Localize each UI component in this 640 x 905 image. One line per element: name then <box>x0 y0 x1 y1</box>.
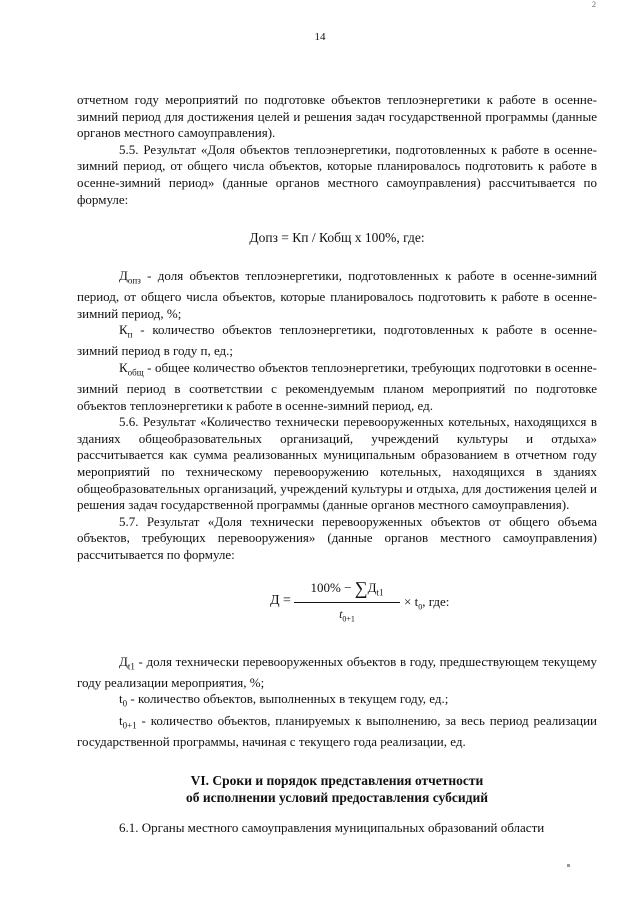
definition-text: - доля технически перевооруженных объектов в году, предшествующем текущему году реализации мероприятия, %; <box>77 653 597 690</box>
definition-dopz <box>77 268 597 322</box>
numerator-symbol: Д <box>367 579 377 595</box>
definition-symbol: t <box>119 691 123 707</box>
formula-denominator <box>294 606 400 628</box>
section-heading <box>77 772 597 806</box>
paragraph-6-1: 6.1. Органы местного самоуправления муниципальных образований области <box>119 820 545 836</box>
definition-text: - количество объектов, планируемых к выполнению, за весь период реализации государственной программы, начиная с текущего года реализации, ед. <box>77 712 597 749</box>
definition-text: - количество объектов теплоэнергетики, подготовленных к работе в осенне-зимний период в году п, ед.; <box>77 322 597 359</box>
definition-t0 <box>77 691 597 712</box>
definition-subscript: t1 <box>127 661 135 672</box>
formula-dopz: Допз = Кп / Кобщ х 100%, где: <box>249 230 425 246</box>
definition-kp <box>77 322 597 360</box>
definition-symbol: К <box>119 322 128 338</box>
definition-symbol: Д <box>119 267 128 283</box>
paragraph-1: отчетном году мероприятий по подготовке объектов теплоэнергетики к работе в осенне-зимний период для достижения целей и решения задач государственной программы (данные органов местного самоуправления). <box>77 92 597 141</box>
numerator-prefix: 100% − <box>310 579 355 595</box>
definition-subscript: 0+1 <box>122 720 137 731</box>
definition-dt1 <box>77 654 597 692</box>
fraction-bar <box>294 602 400 603</box>
formula-times: × t <box>404 593 419 609</box>
definition-subscript: опз <box>127 275 141 286</box>
definition-text: - доля объектов теплоэнергетики, подготовленных к работе в осенне-зимний период, от общего числа объектов, которые планировалось подготовить к работе в осенне-зимний период, %; <box>77 267 597 321</box>
definition-symbol: t <box>119 712 123 728</box>
denominator-subscript: 0+1 <box>342 614 355 624</box>
formula-rhs-subscript: 0 <box>418 602 423 612</box>
formula-fraction <box>294 577 400 628</box>
page-number: 14 <box>314 31 326 43</box>
definition-symbol: Д <box>119 653 128 669</box>
heading-line-2: об исполнении условий предоставления субсидий <box>185 790 488 806</box>
paragraph-5-7: 5.7. Результат «Доля технически перевооруженных объектов от общего объема объектов, требующих перевооружения» (данные органов местного самоуправления) рассчитывается по формуле: <box>77 513 597 563</box>
numerator-subscript: t1 <box>376 587 384 598</box>
definition-subscript: п <box>127 329 133 340</box>
denominator-symbol: t <box>339 606 343 621</box>
definition-symbol: К <box>119 359 128 375</box>
definition-kobshch <box>77 360 597 414</box>
formula-rhs <box>404 594 449 616</box>
sigma-symbol: ∑ <box>354 577 368 598</box>
corner-mark: 2 <box>592 0 596 9</box>
definition-subscript: общ <box>127 367 144 378</box>
body-text <box>77 92 597 837</box>
definition-text: - общее количество объектов теплоэнергетики, требующих подготовки в осенне-зимний период в соответствии с рекомендуемым планом мероприятий по подготовке объектов теплоэнергетики к работе в осенне-зимний период, ед. <box>77 359 597 413</box>
paragraph-5-6: 5.6. Результат «Количество технически перевооруженных котельных, находящихся в зданиях общеобразовательных организаций, учреждений культуры и отдыха» рассчитывается как сумма реализованных муниципальным образованием в отчетном году мероприятий по техническому перевооружению котельных, находящихся в зданиях общеобразовательных организаций, учреждений культуры и отдыха, для достижения целей и решения задач государственной программы (данные органов местного самоуправления). <box>77 414 597 513</box>
definition-subscript: 0 <box>122 699 128 709</box>
formula-lhs: Д = <box>270 592 291 608</box>
formula-d <box>77 577 597 636</box>
paragraph-5-5: 5.5. Результат «Доля объектов теплоэнергетики, подготовленных к работе в осенне-зимний период, от общего числа объектов, которые планировалось подготовить к работе в осенне-зимний период» (данные органов местного самоуправления) рассчитывается по формуле: <box>77 141 597 207</box>
definition-text: - количество объектов, выполненных в текущем году, ед.; <box>127 691 449 707</box>
scan-speck <box>567 864 570 867</box>
formula-numerator <box>294 577 400 601</box>
heading-line-1: VI. Сроки и порядок представления отчетности <box>190 773 484 789</box>
definition-t01 <box>77 713 597 751</box>
formula-where: , где: <box>422 593 450 609</box>
